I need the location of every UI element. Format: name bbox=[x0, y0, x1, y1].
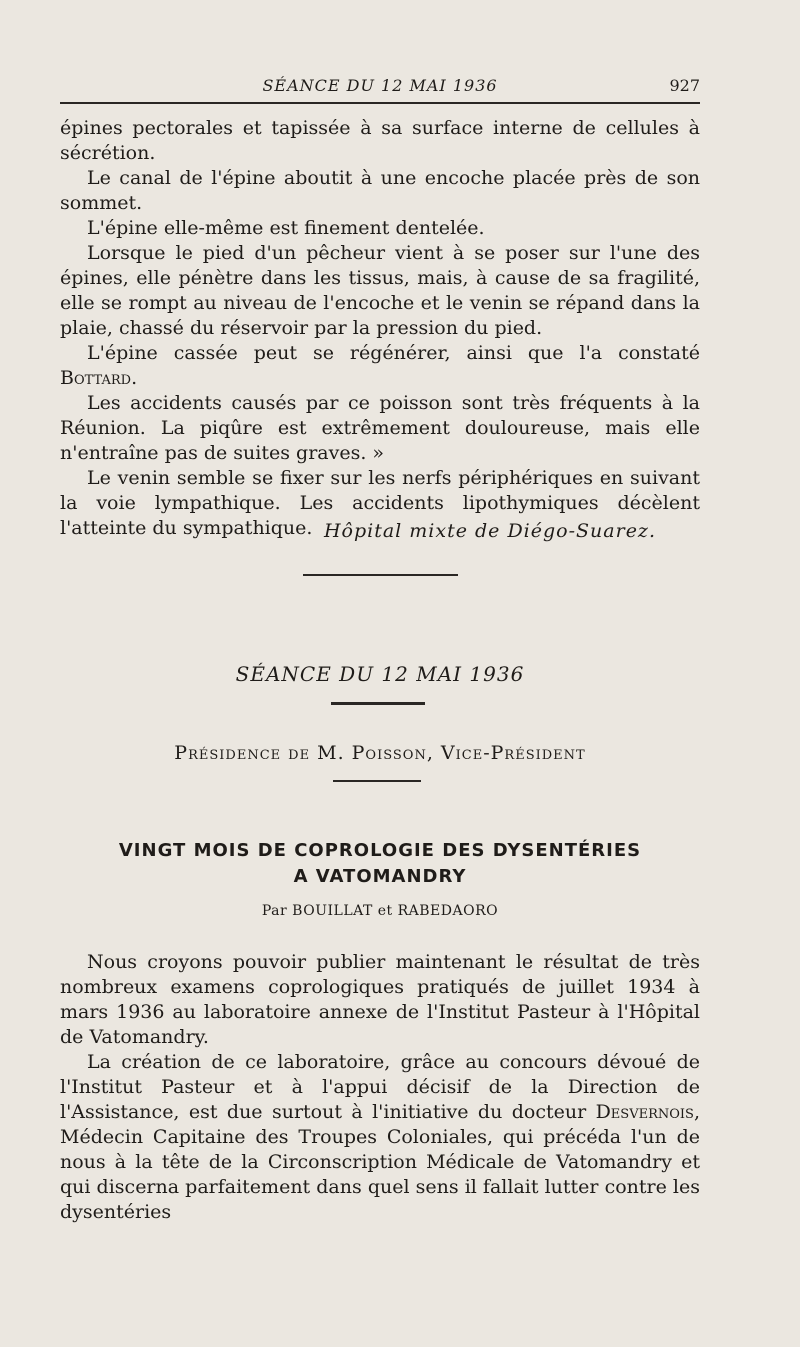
article-title-line: A VATOMANDRY bbox=[293, 866, 467, 887]
running-title: SÉANCE DU 12 MAI 1936 bbox=[262, 76, 498, 95]
paragraph-end: . bbox=[131, 367, 138, 389]
section-title: SÉANCE DU 12 MAI 1936 bbox=[235, 662, 525, 686]
author-name: Desvernois bbox=[595, 1101, 694, 1123]
paragraph-text: La création de ce laboratoire, grâce au concours dévoué de l'Institut Pasteur et à l'appui décisif de la Direction de l'Assistance, est due surtout à l'initiative du docteur bbox=[60, 1051, 700, 1123]
presidence-line: Présidence de M. Poisson, Vice-Président bbox=[174, 742, 586, 764]
previous-article-continuation bbox=[60, 116, 700, 541]
article-title-line: VINGT MOIS DE COPROLOGIE DES DYSENTÉRIES bbox=[118, 840, 642, 861]
paragraph: Lorsque le pied d'un pêcheur vient à se poser sur l'une des épines, elle pénètre dans les tissus, mais, à cause de sa fragilité, elle se rompt au niveau de l'encoche et le venin se répand dans la plaie, chassé du réservoir par la pression du pied. bbox=[60, 242, 700, 339]
paragraph: L'épine elle-même est finement dentelée. bbox=[87, 217, 485, 239]
article-body bbox=[60, 950, 700, 1225]
section-divider bbox=[303, 574, 458, 576]
title-underline bbox=[331, 702, 425, 705]
page-number: 927 bbox=[669, 76, 700, 95]
author-name: Bottard bbox=[60, 367, 132, 389]
paragraph: Le venin semble se fixer sur les nerfs périphériques en suivant la voie lympathique. Les accidents lipothymiques décèlent l'atteinte du sympathique. bbox=[60, 467, 700, 539]
paragraph bbox=[60, 1050, 700, 1225]
affiliation-signature: Hôpital mixte de Diégo-Suarez. bbox=[323, 520, 656, 542]
article-byline: Par BOUILLAT et RABEDAORO bbox=[261, 903, 499, 919]
paragraph-text: L'épine cassée peut se régénérer, ainsi que l'a constaté bbox=[87, 342, 700, 364]
paragraph bbox=[60, 341, 700, 391]
paragraph: épines pectorales et tapissée à sa surface interne de cellules à sécrétion. bbox=[60, 117, 700, 164]
article-title bbox=[60, 838, 700, 890]
paragraph: Nous croyons pouvoir publier maintenant le résultat de très nombreux examens coprologiques pratiqués de juillet 1934 à mars 1936 au laboratoire annexe de l'Institut Pasteur à l'Hôpital de Vatomandry. bbox=[60, 951, 700, 1048]
paragraph: Le canal de l'épine aboutit à une encoche placée près de son sommet. bbox=[60, 167, 700, 214]
presidence-underline bbox=[333, 780, 421, 782]
running-header bbox=[60, 72, 700, 104]
paragraph-text: , Médecin Capitaine des Troupes Coloniales, qui précéda l'un de nous à la tête de la Circonscription Médicale de Vatomandry et qui discerna parfaitement dans quel sens il fallait lutter contre les dysentéries bbox=[60, 1101, 700, 1223]
paragraph: Les accidents causés par ce poisson sont très fréquents à la Réunion. La piqûre est extrêmement douloureuse, mais elle n'entraîne pas de suites graves. » bbox=[60, 392, 700, 464]
